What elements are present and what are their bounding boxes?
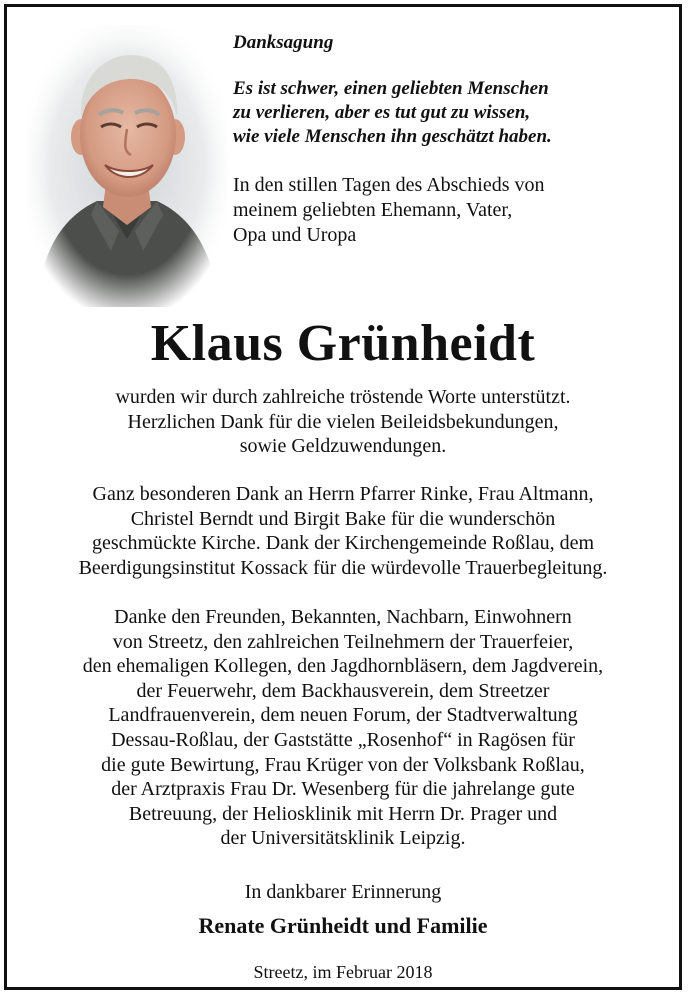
text-line: Beerdigungsinstitut Kossack für die würdevolle Trauerbegleitung. — [78, 556, 608, 579]
kicker: Danksagung — [233, 32, 334, 53]
deceased-name: Klaus Grünheidt — [150, 315, 536, 372]
text-line: geschmückte Kirche. Dank der Kirchengemeinde Roßlau, dem — [91, 532, 595, 555]
text-line: Danke den Freunden, Bekannten, Nachbarn, Einwohnern — [114, 606, 572, 628]
text-line: den ehemaligen Kollegen, den Jagdhornbläsern, dem Jagdverein, — [82, 655, 604, 678]
text-line: der Universitätsklinik Leipzig. — [220, 827, 466, 850]
signature: Renate Grünheidt und Familie — [198, 913, 488, 938]
intro-line: meinem geliebten Ehemann, Vater, — [233, 199, 513, 221]
closing-line: In dankbarer Erinnerung — [244, 881, 442, 903]
portrait-photo — [27, 25, 227, 307]
text-line: sowie Geldzuwendungen. — [239, 435, 447, 458]
text-line: Dessau-Roßlau, der Gaststätte „Rosenhof“ in Ragösen für — [111, 728, 575, 751]
text-line: Ganz besonderen Dank an Herrn Pfarrer Rinke, Frau Altmann, — [92, 483, 594, 505]
text-line: Herzlichen Dank für die vielen Beileidsbekundungen, — [127, 410, 559, 433]
text-line: von Streetz, den zahlreichen Teilnehmern der Trauerfeier, — [112, 630, 574, 653]
header-text — [233, 31, 673, 248]
paragraph-special-thanks — [7, 482, 679, 580]
text-line: der Feuerwehr, dem Backhausverein, dem Streetzer — [136, 679, 550, 702]
text-line: Christel Berndt und Birgit Bake für die wunderschön — [130, 507, 556, 530]
intro-line: Opa und Uropa — [233, 224, 357, 246]
text-line: Landfrauenverein, dem neuen Forum, der Stadtverwaltung — [108, 704, 578, 727]
quote-line: wie viele Menschen ihn geschätzt haben. — [233, 126, 552, 147]
quote-line: Es ist schwer, einen geliebten Menschen — [233, 78, 549, 99]
intro-line: In den stillen Tagen des Abschieds von — [233, 174, 545, 196]
quote — [233, 77, 673, 149]
quote-line: zu verlieren, aber es tut gut zu wissen, — [233, 102, 531, 123]
paragraph-community-thanks — [7, 605, 679, 851]
text-line: der Arztpraxis Frau Dr. Wesenberg für die jahrelange gute — [111, 778, 575, 801]
text-line: Betreuung, der Heliosklinik mit Herrn Dr. Prager und — [128, 802, 558, 825]
paragraph-thanks — [7, 385, 679, 459]
portrait-illustration — [27, 25, 227, 307]
intro — [233, 173, 673, 248]
text-line: wurden wir durch zahlreiche tröstende Worte unterstützt. — [115, 386, 571, 408]
place-date: Streetz, im Februar 2018 — [253, 962, 433, 982]
obituary-card — [4, 4, 682, 990]
text-line: die gute Bewirtung, Frau Krüger von der Volksbank Roßlau, — [101, 753, 585, 776]
